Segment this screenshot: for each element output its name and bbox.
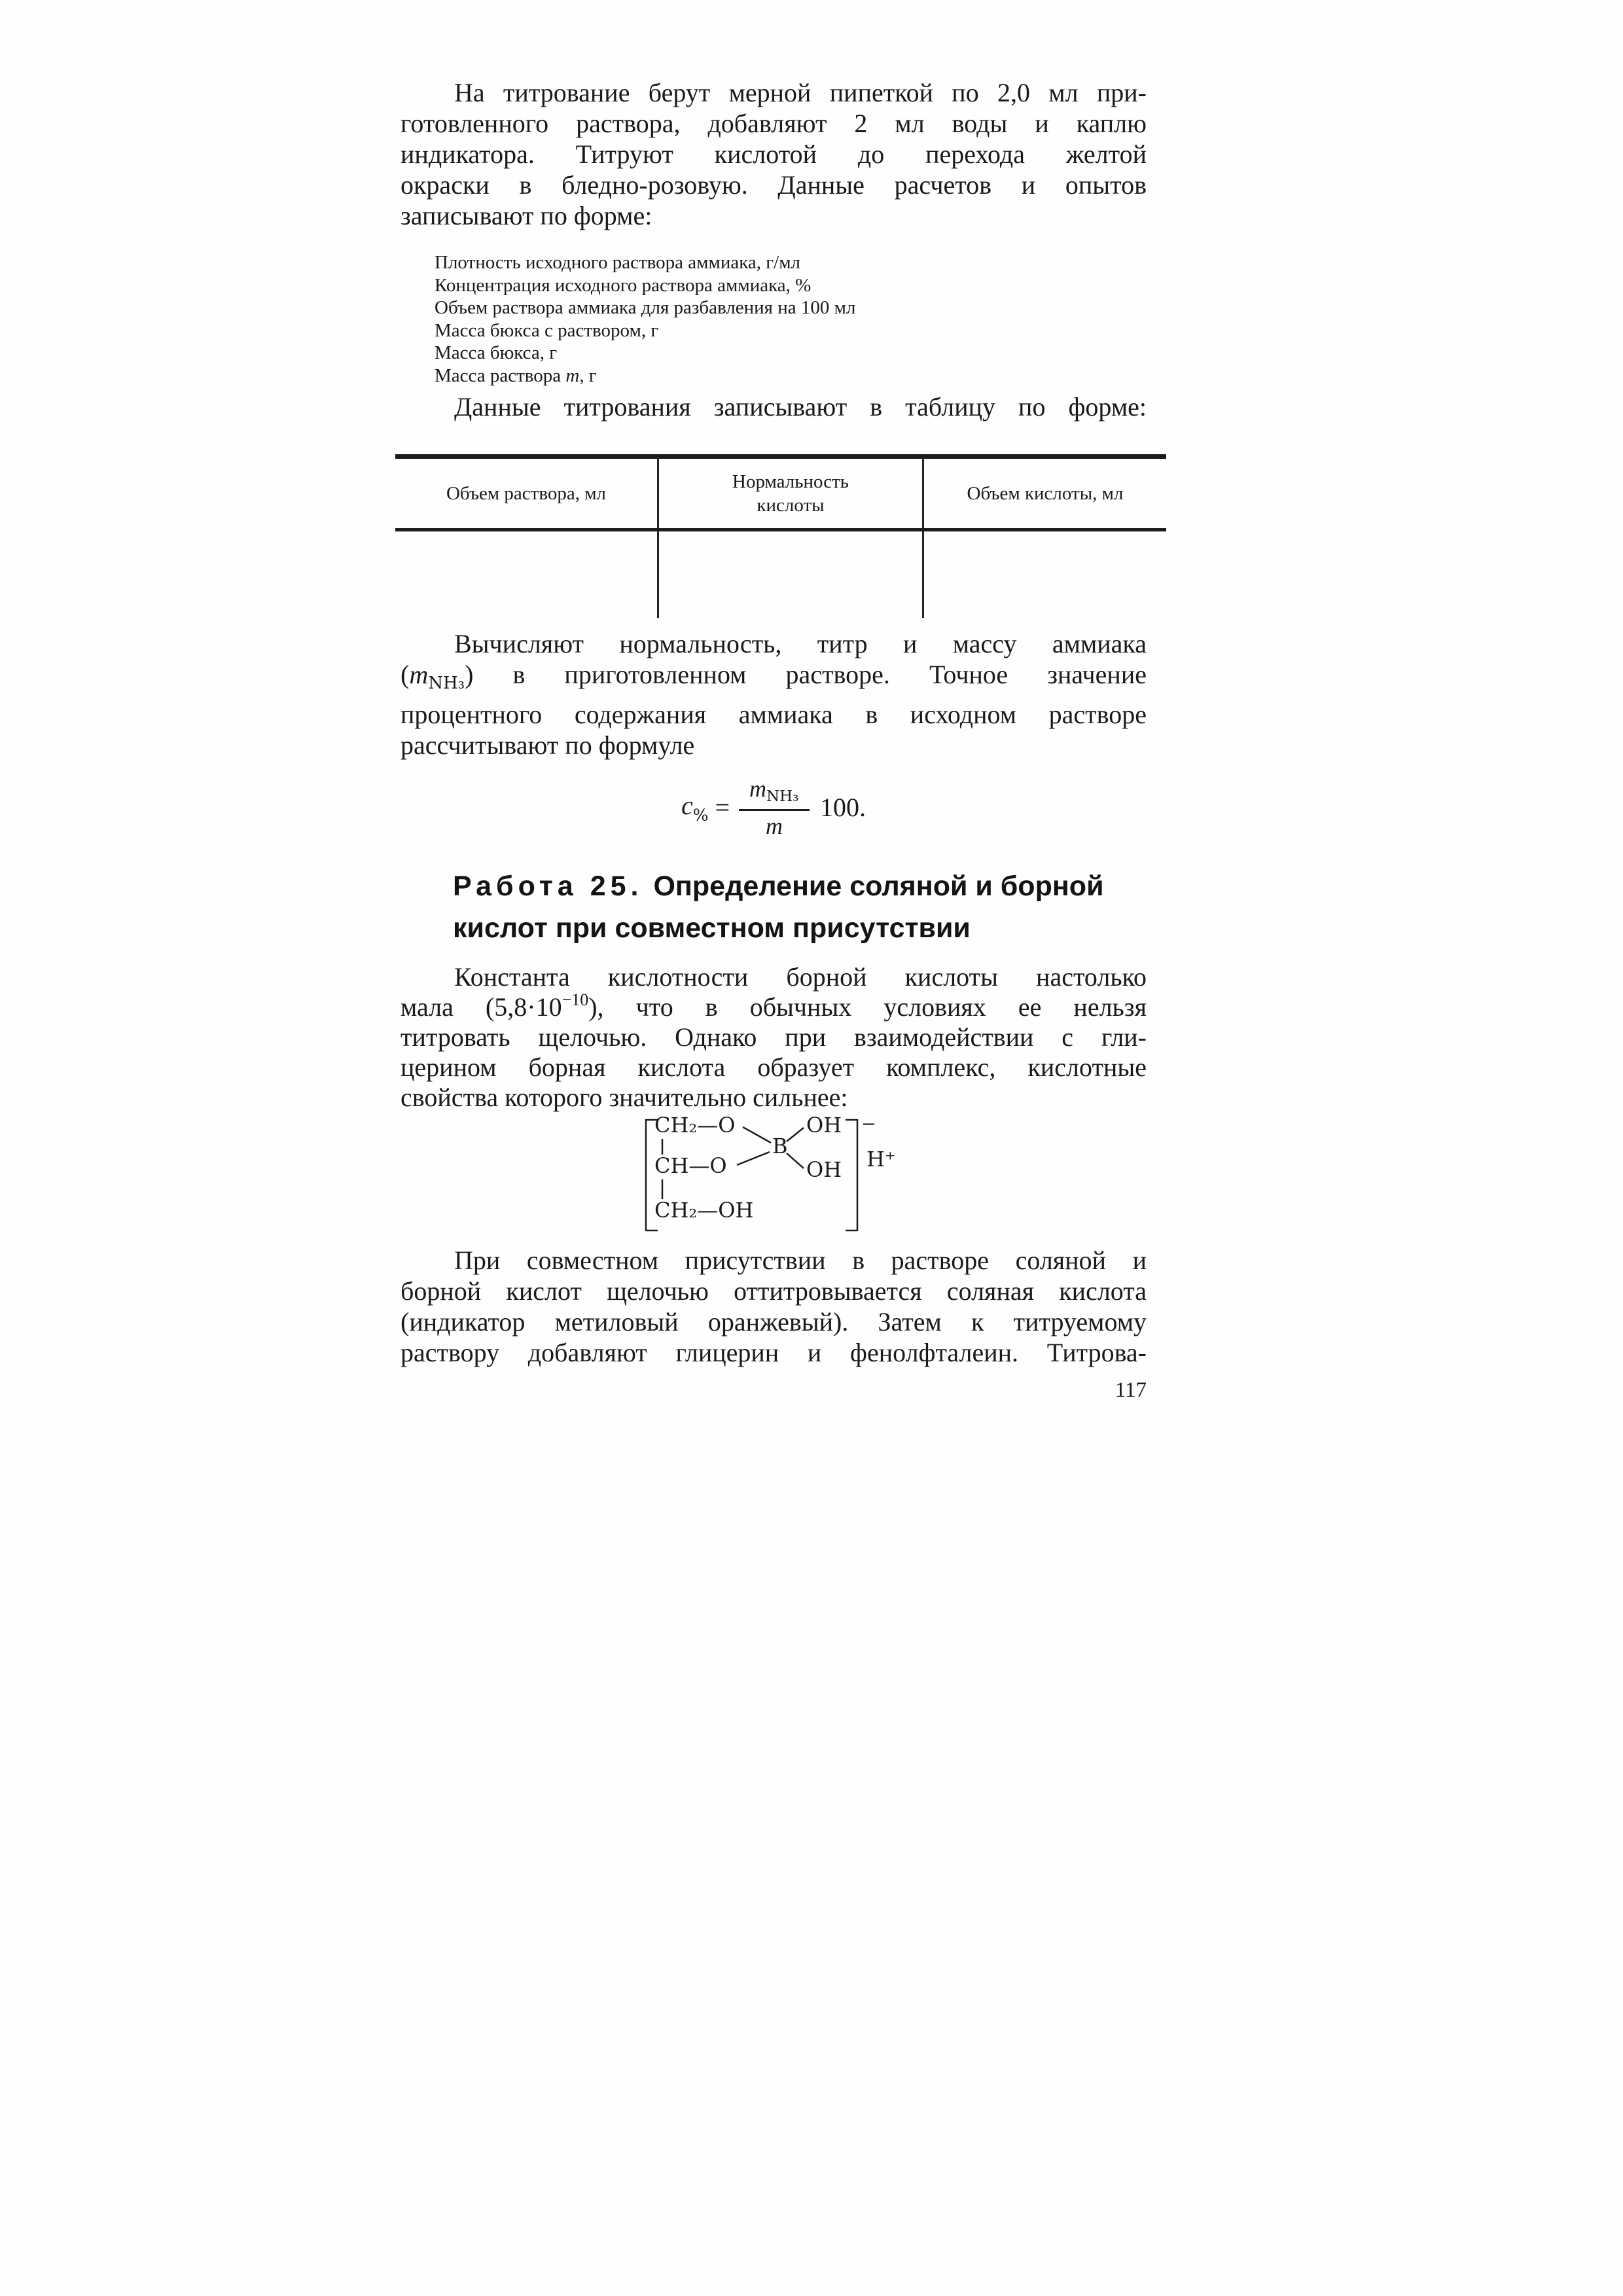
- formula-percent-ammonia: [401, 764, 1147, 850]
- subscript-nh3: NH₃: [428, 673, 465, 693]
- text-fragment: мала (5,8·10: [401, 992, 562, 1022]
- boron-atom: B: [772, 1134, 788, 1158]
- equals-sign: =: [715, 792, 730, 822]
- variable-m: m: [766, 812, 783, 839]
- paragraph-opening: [401, 77, 1147, 231]
- list-item: [435, 365, 855, 387]
- text-line: На титрование берут мерной пипеткой по 2,0 мл при-: [454, 78, 1147, 107]
- group-oh-bottom: OH: [806, 1157, 842, 1182]
- text-fragment: ) в приготовленном растворе. Точное значение: [465, 660, 1147, 689]
- fraction: [739, 777, 810, 838]
- empty-cell: [395, 531, 657, 618]
- list-item: Масса бюкса с раствором, г: [435, 319, 659, 341]
- text-line: окраски в бледно-розовую. Данные расчетов и опытов: [401, 170, 1147, 200]
- header-text: Нормальность: [732, 471, 849, 492]
- header-cell-normality: [657, 459, 924, 528]
- header-text: Объем кислоты, мл: [967, 483, 1124, 504]
- variable-c: c: [681, 790, 693, 820]
- exponent: −10: [562, 990, 589, 1009]
- page-number: 117: [1115, 1378, 1147, 1402]
- heading-work-25: [453, 865, 1147, 949]
- structure-drawing: [641, 1113, 923, 1240]
- header-cell-volume-acid: [924, 459, 1166, 528]
- table-body-row: [395, 531, 1166, 618]
- empty-cell: [924, 531, 1166, 618]
- text-line: процентного содержания аммиака в исходном растворе: [401, 700, 1147, 729]
- text-fragment: (: [401, 660, 410, 689]
- paragraph-boric-constant: [401, 962, 1147, 1113]
- text-fragment: ), что в обычных условиях ее нельзя: [588, 992, 1147, 1022]
- subscript-nh3: NH₃: [766, 787, 799, 805]
- formula-factor: 100.: [820, 792, 866, 822]
- bond-line: [787, 1153, 804, 1168]
- list-item-text: , г: [579, 365, 597, 386]
- text-line: записывают по форме:: [401, 201, 652, 230]
- list-item: Объем раствора аммиака для разбавления на 100 мл: [435, 297, 856, 318]
- text-line: Константа кислотности борной кислоты настолько: [454, 962, 1147, 992]
- bond-line: [743, 1127, 771, 1143]
- counter-ion-h-plus: H⁺: [866, 1147, 896, 1172]
- heading-text: Определение соляной и борной: [653, 870, 1104, 902]
- heading-line: кислот при совместном присутствии: [453, 912, 971, 944]
- text-line: готовленного раствора, добавляют 2 мл воды и каплю: [401, 109, 1147, 138]
- list-item: Концентрация исходного раствора аммиака, %: [435, 274, 812, 296]
- list-item-text: Масса раствора: [435, 365, 566, 386]
- text-line: При совместном присутствии в растворе соляной и: [454, 1246, 1147, 1275]
- group-ch2-oh: CH₂—OH: [654, 1198, 754, 1223]
- work-number-label: Работа 25.: [453, 870, 643, 902]
- subscript-percent: %: [692, 805, 709, 825]
- titration-table: [395, 454, 1166, 618]
- record-form-list: [435, 251, 855, 387]
- variable-m: m: [749, 775, 767, 802]
- variable-m: m: [409, 660, 429, 689]
- bond-line: [737, 1152, 770, 1165]
- fraction-denominator: [739, 809, 810, 838]
- text-line: раствору добавляют глицерин и фенолфталеин. Титрова-: [401, 1338, 1147, 1367]
- list-item: Масса бюкса, г: [435, 342, 558, 363]
- text-line: титровать щелочью. Однако при взаимодействии с гли-: [401, 1022, 1147, 1052]
- text-line: рассчитывают по формуле: [401, 730, 695, 760]
- paragraph-calculation: [401, 628, 1147, 761]
- text-line: церином борная кислота образует комплекс, кислотные: [401, 1052, 1147, 1082]
- text-line: Данные титрования записывают в таблицу по форме:: [454, 392, 1147, 422]
- variable-m: m: [565, 365, 580, 386]
- empty-cell: [657, 531, 924, 618]
- glycerol-borate-structure: [641, 1113, 923, 1240]
- formula-lhs: [681, 790, 709, 825]
- text-line: [401, 659, 1147, 699]
- header-text: Объем раствора, мл: [446, 483, 607, 504]
- text-line: Вычисляют нормальность, титр и массу аммиака: [454, 629, 1147, 658]
- group-ch-o: CH—O: [654, 1153, 727, 1178]
- header-text: кислоты: [757, 495, 825, 516]
- paragraph-joint-presence: [401, 1245, 1147, 1368]
- group-oh-top: OH: [806, 1113, 842, 1138]
- text-line: [401, 992, 1147, 1022]
- heading-line: [453, 865, 1147, 907]
- group-ch2-o: CH₂—O: [654, 1113, 736, 1138]
- fraction-numerator: [739, 777, 810, 809]
- negative-charge: −: [861, 1114, 876, 1134]
- table-intro: [401, 391, 1147, 422]
- bond-line: [787, 1128, 804, 1141]
- table-header-row: [395, 454, 1166, 531]
- text-line: свойства которого значительно сильнее:: [401, 1083, 848, 1112]
- text-line: (индикатор метиловый оранжевый). Затем к титруемому: [401, 1307, 1147, 1336]
- list-item: Плотность исходного раствора аммиака, г/мл: [435, 252, 801, 273]
- text-line: индикатора. Титруют кислотой до перехода желтой: [401, 139, 1147, 169]
- header-cell-volume-solution: [395, 459, 657, 528]
- text-line: борной кислот щелочью оттитровывается соляная кислота: [401, 1276, 1147, 1306]
